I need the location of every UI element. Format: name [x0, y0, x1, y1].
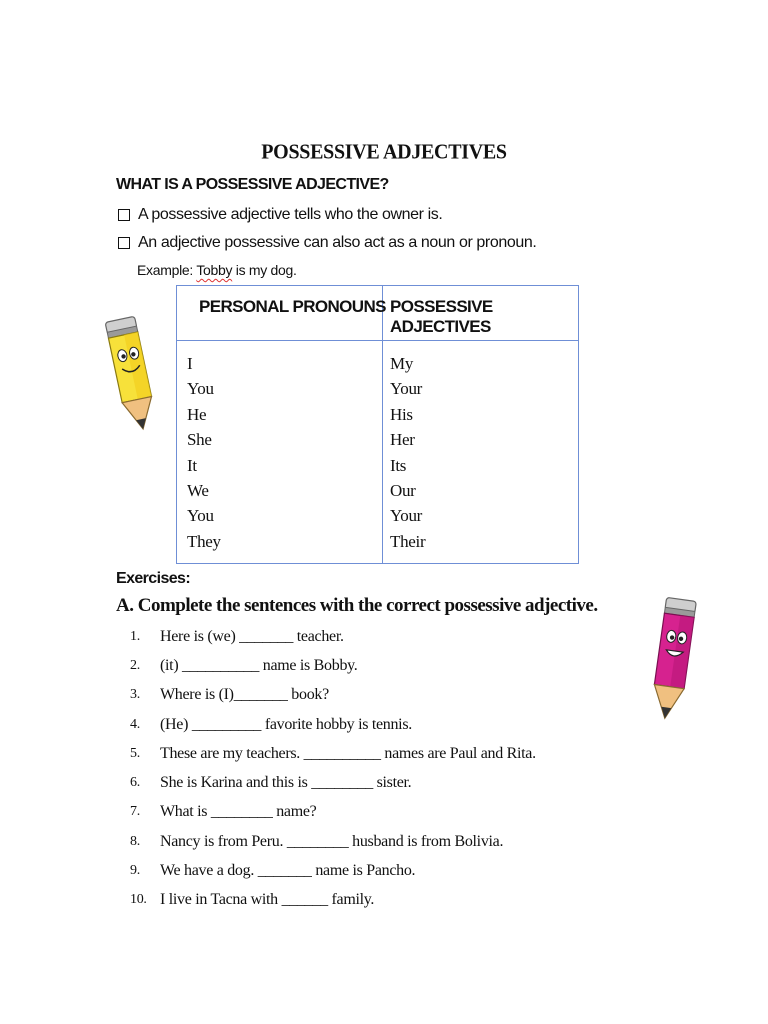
checkbox-icon: [118, 209, 130, 221]
table-cell: She: [187, 430, 212, 450]
checkbox-icon: [118, 237, 130, 249]
exercise-text: Here is (we) _______ teacher.: [160, 627, 344, 645]
exercise-number: 10.: [130, 892, 147, 908]
table-cell: Their: [390, 531, 426, 551]
exercises-label: Exercises:: [116, 570, 191, 587]
table-cell: My: [390, 354, 414, 373]
exercise-number: 9.: [130, 863, 140, 879]
page-title: POSSESSIVE ADJECTIVES: [261, 140, 507, 164]
table-cell: Its: [390, 455, 407, 475]
bullet-text: An adjective possessive can also act as a noun or pronoun.: [138, 234, 537, 251]
exercise-number: 8.: [130, 833, 140, 849]
yellow-pencil-icon: [102, 312, 162, 437]
table-cell: It: [187, 455, 197, 475]
exercise-number: 7.: [130, 804, 140, 820]
exercise-text: I live in Tacna with ______ family.: [160, 891, 375, 909]
pronoun-table: [176, 285, 579, 564]
exercise-item: [130, 768, 536, 797]
exercise-text: Where is (I)_______ book?: [160, 686, 329, 704]
exercise-text: (He) _________ favorite hobby is tennis.: [160, 715, 412, 733]
example-line: [137, 262, 297, 278]
exercise-item: [130, 886, 536, 915]
table-cell: He: [187, 404, 207, 424]
possessive-adjectives-list: [390, 351, 425, 554]
exercise-item: [130, 856, 536, 885]
bullet-item: [118, 206, 442, 224]
exercise-heading: A. Complete the sentences with the correct possessive adjective.: [116, 595, 598, 616]
example-name: Tobby: [196, 262, 233, 278]
exercise-number: 1.: [130, 628, 140, 644]
exercise-item: [130, 622, 536, 651]
exercise-number: 5.: [130, 745, 140, 761]
exercise-text: Nancy is from Peru. ________ husband is from Bolivia.: [160, 832, 504, 850]
example-prefix: Example:: [137, 262, 193, 278]
exercise-text: She is Karina and this is ________ sister.: [160, 774, 412, 792]
table-cell: I: [187, 354, 193, 373]
exercise-item: [130, 710, 536, 739]
exercise-number: 6.: [130, 775, 140, 791]
table-header-personal: PERSONAL PRONOUNS: [199, 297, 386, 316]
exercise-number: 3.: [130, 687, 140, 703]
bullet-item: [118, 234, 536, 252]
section-heading: WHAT IS A POSSESSIVE ADJECTIVE?: [116, 176, 389, 193]
table-cell: Your: [390, 506, 423, 526]
exercise-item: [130, 827, 536, 856]
exercise-item: [130, 681, 536, 710]
personal-pronouns-list: [187, 351, 221, 554]
exercise-text: We have a dog. _______ name is Pancho.: [160, 862, 416, 880]
table-header-divider: [177, 340, 578, 341]
exercise-item: [130, 798, 536, 827]
pink-pencil-icon: [648, 595, 700, 725]
example-rest: is my dog.: [235, 262, 297, 278]
bullet-text: A possessive adjective tells who the owner is.: [138, 206, 443, 223]
exercise-item: [130, 651, 536, 680]
table-cell: You: [187, 379, 214, 399]
exercise-text: These are my teachers. __________ names are Paul and Rita.: [160, 744, 536, 762]
table-cell: They: [187, 531, 221, 551]
table-cell: You: [187, 506, 214, 526]
table-header-possessive: POSSESSIVE ADJECTIVES: [390, 297, 493, 336]
exercise-text: (it) __________ name is Bobby.: [160, 656, 358, 674]
exercise-number: 4.: [130, 716, 140, 732]
table-column-divider: [382, 286, 383, 563]
exercise-item: [130, 739, 536, 768]
exercise-text: What is ________ name?: [160, 803, 317, 821]
table-cell: Her: [390, 430, 415, 450]
table-cell: Our: [390, 481, 416, 501]
table-cell: His: [390, 404, 413, 424]
table-cell: We: [187, 481, 209, 501]
table-cell: Your: [390, 379, 423, 399]
exercise-number: 2.: [130, 657, 140, 673]
exercise-list: [130, 622, 536, 915]
